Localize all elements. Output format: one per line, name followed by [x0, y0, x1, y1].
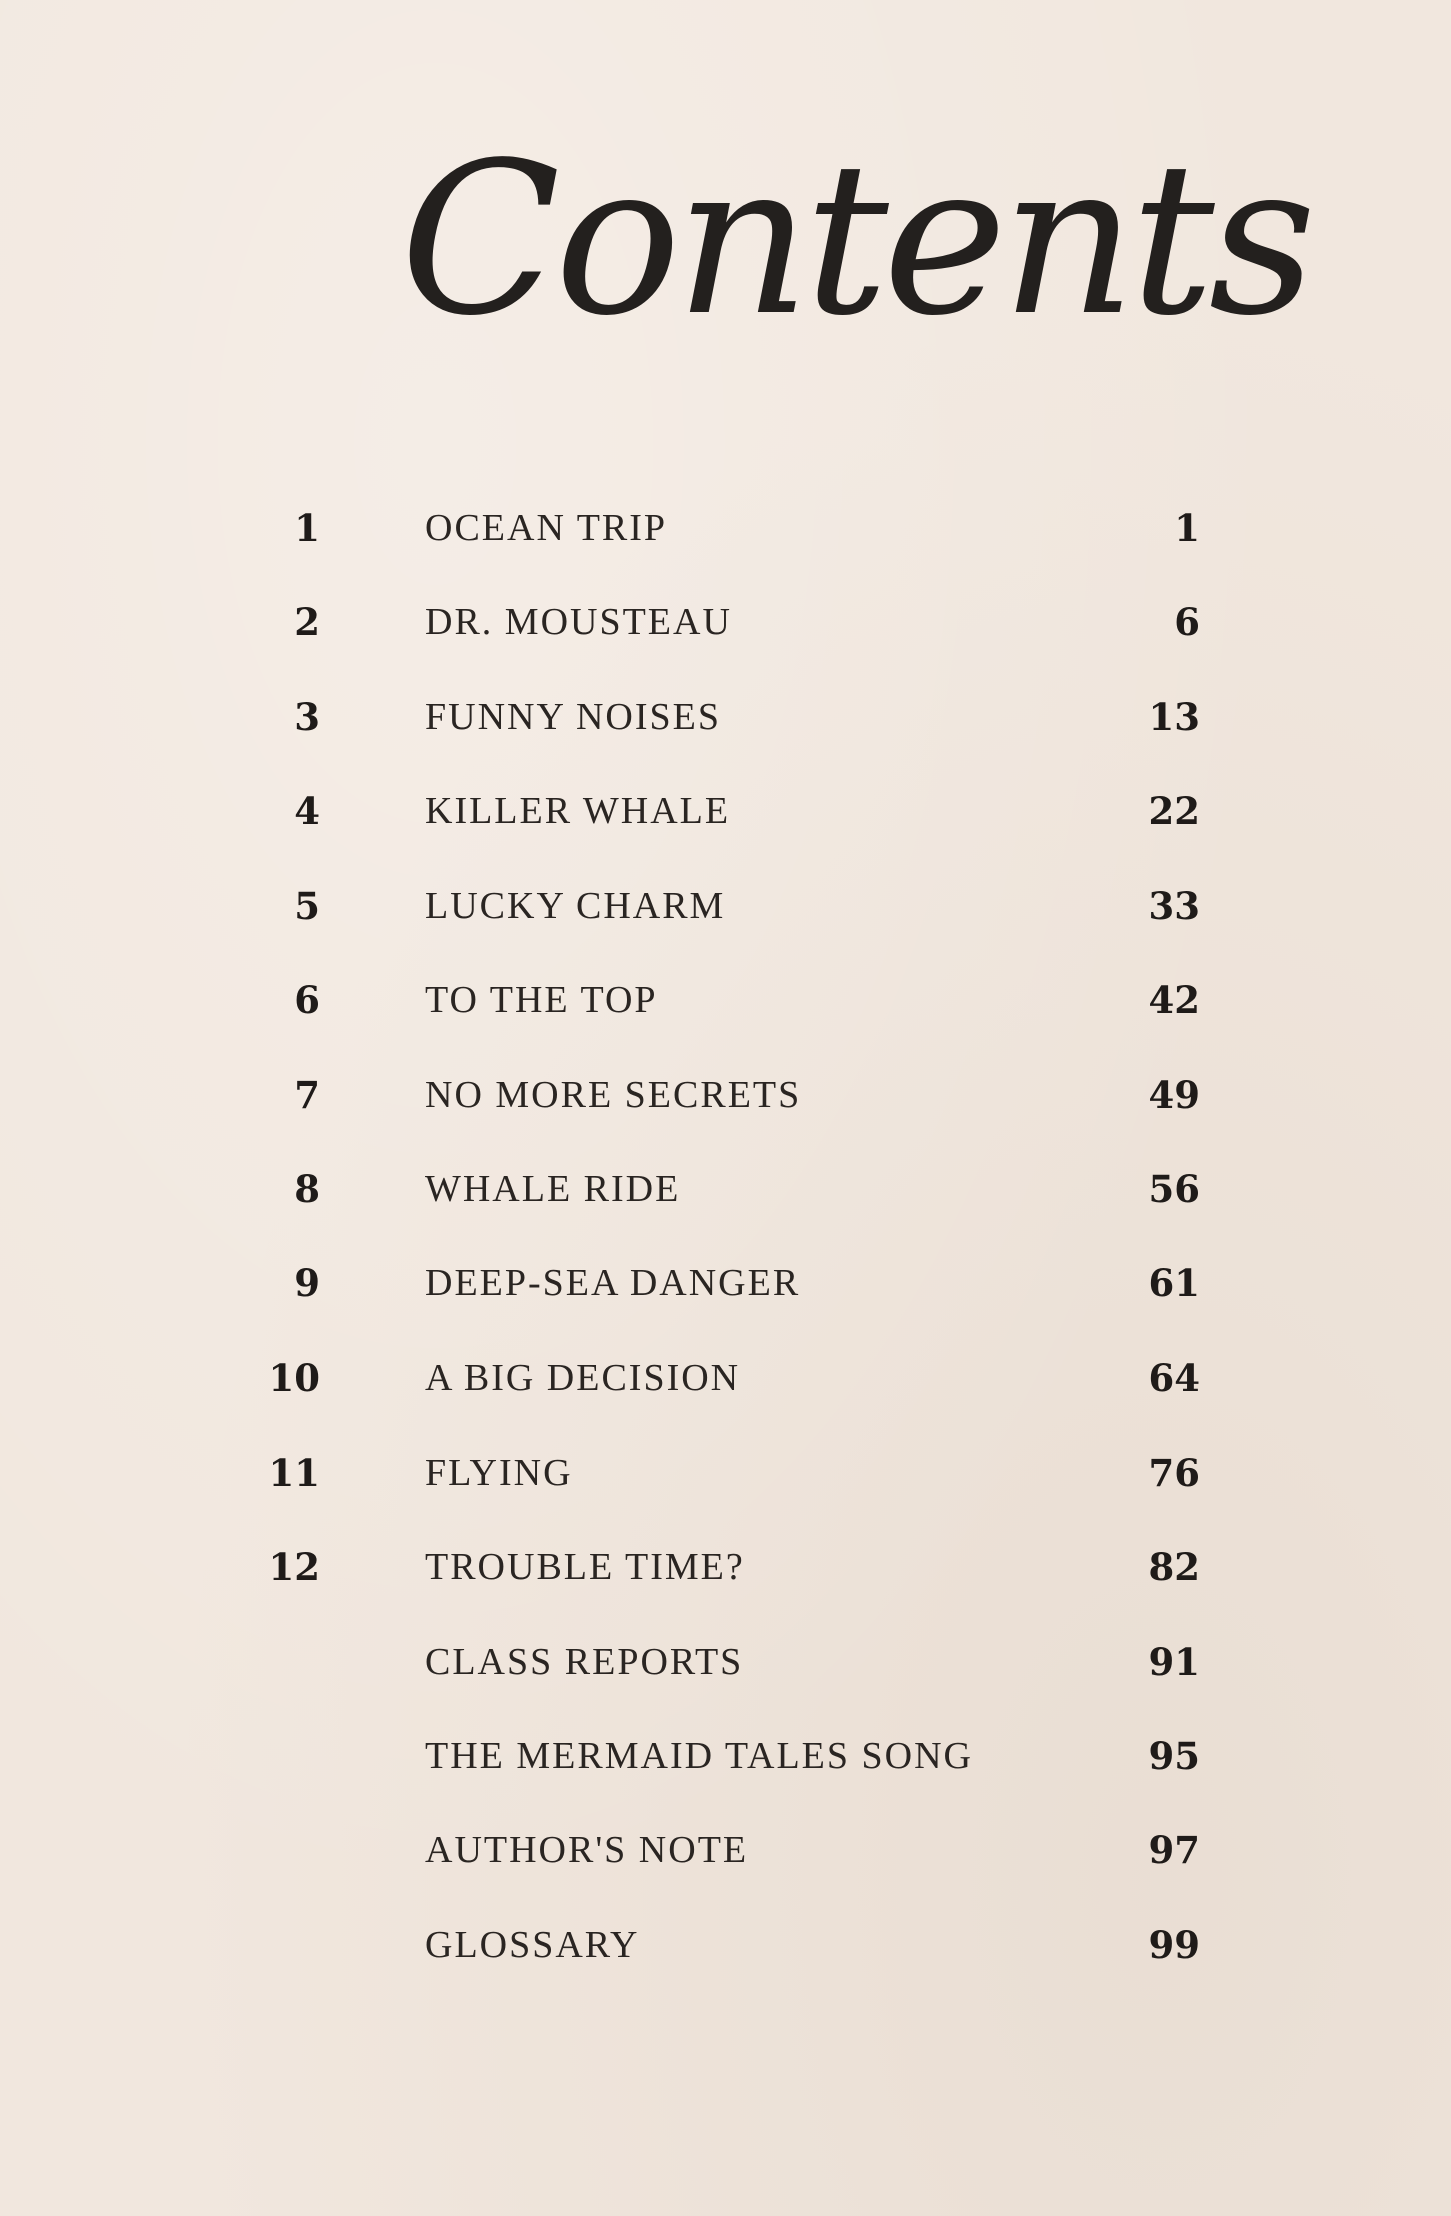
- chapter-number: 12: [268, 1545, 320, 1589]
- page-number: 42: [1148, 978, 1200, 1022]
- toc-entry: [250, 1820, 1210, 1880]
- page-number: 97: [1148, 1828, 1200, 1872]
- page-number: 49: [1148, 1073, 1200, 1117]
- page-number: 56: [1148, 1167, 1200, 1211]
- toc-entry: [250, 592, 1210, 652]
- page-number: 13: [1148, 695, 1200, 739]
- chapter-number: 4: [294, 789, 320, 833]
- toc-entry: [250, 1726, 1210, 1786]
- chapter-title: NO MORE SECRETS: [425, 1074, 802, 1116]
- chapter-title: WHALE RIDE: [425, 1168, 681, 1210]
- chapter-title: FUNNY NOISES: [425, 696, 722, 738]
- page-number: 33: [1148, 884, 1200, 928]
- page-title: Contents: [400, 117, 1311, 362]
- chapter-title: DEEP-SEA DANGER: [425, 1262, 801, 1304]
- chapter-title: TROUBLE TIME?: [425, 1546, 745, 1588]
- chapter-title: A BIG DECISION: [425, 1357, 741, 1399]
- chapter-title: OCEAN TRIP: [425, 507, 668, 549]
- toc-entry: [250, 1065, 1210, 1125]
- chapter-number: 7: [294, 1073, 320, 1117]
- chapter-title: THE MERMAID TALES SONG: [425, 1735, 973, 1777]
- toc-entry: [250, 687, 1210, 747]
- toc-entry: [250, 498, 1210, 558]
- chapter-number: 8: [294, 1167, 320, 1211]
- chapter-title: TO THE TOP: [425, 979, 658, 1021]
- chapter-title: LUCKY CHARM: [425, 885, 726, 927]
- chapter-title: AUTHOR'S NOTE: [425, 1829, 749, 1871]
- chapter-number: 1: [294, 506, 320, 550]
- toc-entry: [250, 1632, 1210, 1692]
- toc-entry: [250, 781, 1210, 841]
- page-number: 22: [1148, 789, 1200, 833]
- chapter-number: 3: [294, 695, 320, 739]
- page-number: 64: [1148, 1356, 1200, 1400]
- page-number: 6: [1174, 600, 1200, 644]
- page-number: 1: [1174, 506, 1200, 550]
- page-number: 82: [1148, 1545, 1200, 1589]
- chapter-number: 6: [294, 978, 320, 1022]
- chapter-number: 9: [294, 1261, 320, 1305]
- chapter-number: 2: [294, 600, 320, 644]
- page-number: 76: [1148, 1451, 1200, 1495]
- toc-entry: [250, 1915, 1210, 1975]
- toc-entry: [250, 970, 1210, 1030]
- toc-entry: [250, 1537, 1210, 1597]
- chapter-title: DR. MOUSTEAU: [425, 601, 732, 643]
- chapter-title: KILLER WHALE: [425, 790, 731, 832]
- toc-entry: [250, 1348, 1210, 1408]
- toc-entry: [250, 876, 1210, 936]
- chapter-title: CLASS REPORTS: [425, 1641, 744, 1683]
- toc-entry: [250, 1443, 1210, 1503]
- chapter-number: 11: [268, 1451, 320, 1495]
- page-number: 95: [1148, 1734, 1200, 1778]
- chapter-title: GLOSSARY: [425, 1924, 640, 1966]
- page-number: 61: [1148, 1261, 1200, 1305]
- toc-entry: [250, 1253, 1210, 1313]
- page-number: 99: [1148, 1923, 1200, 1967]
- toc-entry: [250, 1159, 1210, 1219]
- page-number: 91: [1148, 1640, 1200, 1684]
- chapter-number: 10: [268, 1356, 320, 1400]
- chapter-title: FLYING: [425, 1452, 573, 1494]
- chapter-number: 5: [294, 884, 320, 928]
